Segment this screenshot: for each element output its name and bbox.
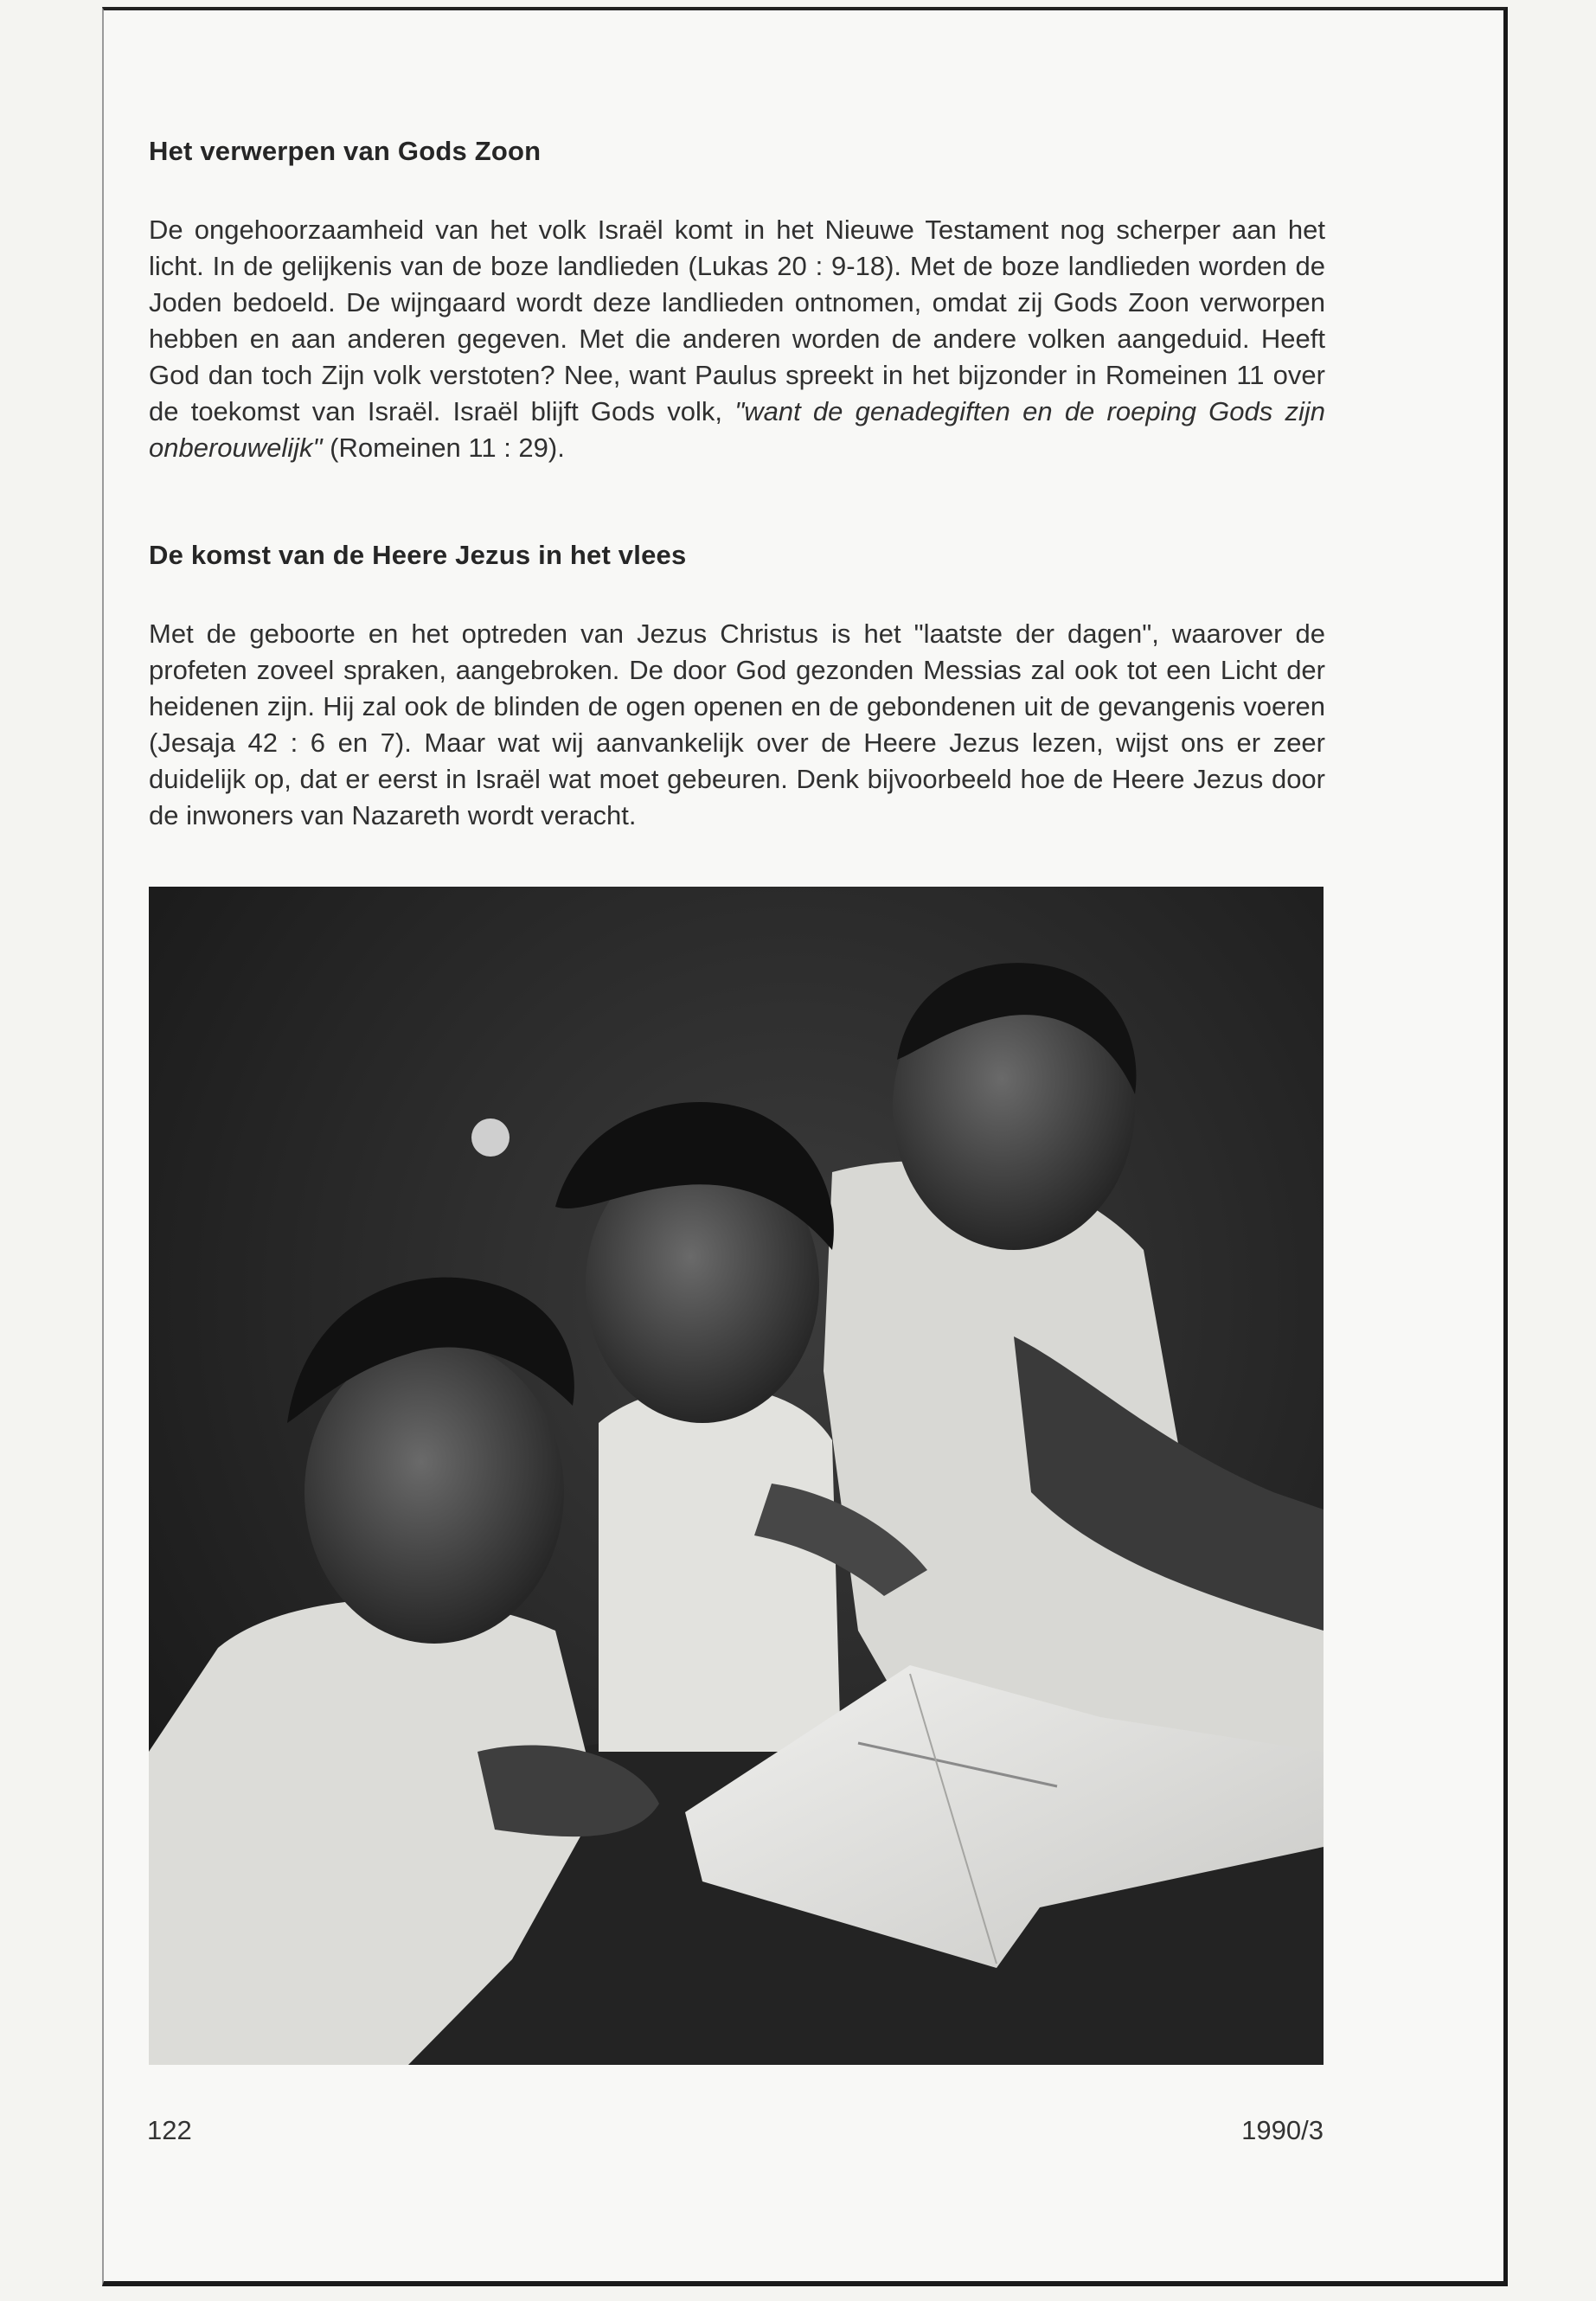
photo-children-reading [149,887,1324,2065]
photo-illustration [149,887,1324,2065]
page-number: 122 [147,2115,192,2145]
section-paragraph-coming: Met de geboorte en het optreden van Jezus Christus is het "laatste der dagen", waarover de profeten zoveel spraken, aangebroken. De door God gezonden Messias zal ook tot een Licht der heidenen zijn. Hij zal ook de blinden de ogen openen en de gebondenen uit de gevangenis voeren (Jesaja 42 : 6 en 7). Maar wat wij aanvankelijk over de Heere Jezus lezen, wijst ons er zeer duidelijk op, dat er eerst in Israël wat moet gebeuren. Denk bijvoorbeeld hoe de Heere Jezus door de inwoners van Nazareth wordt veracht. [149,619,1325,830]
section-paragraph-rejection [149,212,1325,466]
reference-text: (Romeinen 11 : 29). [322,433,565,463]
section-heading-coming: De komst van de Heere Jezus in het vlees [149,540,687,570]
section-heading-rejection: Het verwerpen van Gods Zoon [149,136,542,166]
quote-text: "want de genadegiften en de roeping Gods zijn onberouwelijk" [149,396,1325,463]
paragraph-text: De ongehoorzaamheid van het volk Israël komt in het Nieuwe Testament nog scherper aan het licht. In de gelijkenis van de boze landlieden (Lukas 20 : 9-18). Met de boze landlieden worden de Joden bedoeld. De wijngaard wordt deze landlieden ontnomen, omdat zij Gods Zoon verworpen hebben en aan anderen gegeven. Met die anderen worden de andere volken aangeduid. Heeft God dan toch Zijn volk verstoten? Nee, want Paulus spreekt in het bijzonder in Romeinen 11 over de toekomst van Israël. Israël blijft Gods volk, [149,215,1325,426]
issue-number: 1990/3 [1241,2115,1324,2145]
